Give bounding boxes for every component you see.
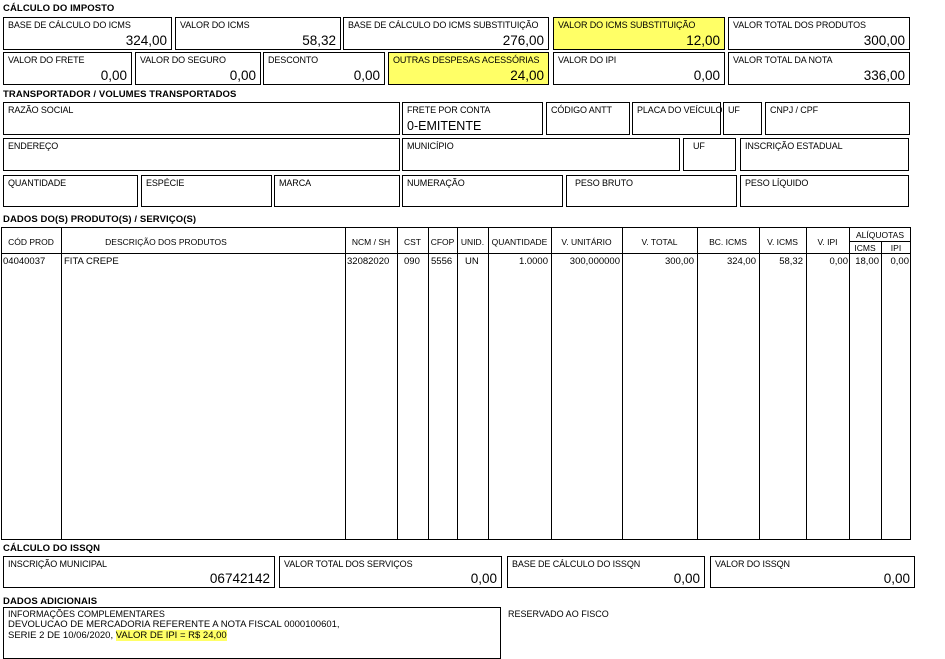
field-label: VALOR DO ICMS [180, 20, 250, 30]
field-value: 0,00 [673, 571, 700, 586]
cell-cfop: 5556 [431, 256, 453, 267]
field-label: UF [728, 105, 740, 115]
field-valor-issqn [710, 556, 915, 588]
field-label: FRETE POR CONTA [407, 105, 491, 115]
cell-cod: 04040037 [3, 256, 46, 267]
col-header-cst: CST [404, 237, 421, 247]
column-divider [61, 227, 62, 540]
field-label: DESCONTO [268, 55, 319, 65]
field-label: VALOR TOTAL DOS SERVIÇOS [284, 559, 413, 569]
cell-bcicms: 324,00 [726, 256, 756, 267]
field-placa-veiculo [632, 102, 721, 135]
field-value: 06742142 [209, 571, 270, 586]
field-label: VALOR DO FRETE [8, 55, 85, 65]
field-label: VALOR DO IPI [558, 55, 617, 65]
column-divider [457, 227, 458, 540]
field-cnpj-cpf [765, 102, 910, 135]
column-divider [488, 227, 489, 540]
cell-vunit: 300,000000 [569, 256, 620, 267]
cell-qtd: 1.0000 [518, 256, 548, 267]
col-header-aliquotas: ALÍQUOTAS [855, 230, 905, 240]
field-municipio [402, 138, 680, 171]
field-value: 300,00 [863, 33, 905, 48]
field-label: PLACA DO VEÍCULO [637, 105, 723, 115]
info-line-2 [8, 631, 227, 642]
section-title-imposto: CÁLCULO DO IMPOSTO [3, 3, 115, 14]
section-title-adicionais: DADOS ADICIONAIS [3, 596, 98, 607]
cell-vicms: 58,32 [779, 256, 803, 267]
field-value: 276,00 [502, 33, 544, 48]
field-label: RAZÃO SOCIAL [8, 105, 74, 115]
field-desconto [263, 52, 385, 85]
field-total-produtos [728, 17, 910, 50]
field-value: 0-EMITENTE [407, 119, 482, 133]
field-value: 336,00 [863, 68, 905, 83]
field-valor-icms [175, 17, 341, 50]
col-header-cod: CÓD PROD [8, 237, 54, 247]
section-title-transportador: TRANSPORTADOR / VOLUMES TRANSPORTADOS [3, 89, 237, 100]
field-seguro [135, 52, 261, 85]
field-especie [141, 175, 272, 207]
col-header-bcicms: BC. ICMS [709, 237, 747, 247]
field-inscricao-municipal [3, 556, 275, 588]
field-value: 0,00 [693, 68, 720, 83]
field-label: VALOR TOTAL DOS PRODUTOS [733, 20, 866, 30]
section-title-produtos: DADOS DO(S) PRODUTO(S) / SERVIÇO(S) [3, 214, 197, 225]
field-numeracao [402, 175, 563, 207]
col-header-vicms: V. ICMS [767, 237, 798, 247]
cell-cst: 090 [404, 256, 420, 267]
field-valor-servicos [279, 556, 502, 588]
section-title-issqn: CÁLCULO DO ISSQN [3, 543, 101, 554]
field-value: 0,00 [229, 68, 256, 83]
field-label: UF [693, 141, 705, 151]
field-peso-bruto [566, 175, 737, 207]
field-ipi [553, 52, 725, 85]
field-label: CÓDIGO ANTT [551, 105, 612, 115]
products-header-divider [1, 253, 911, 254]
cell-ncm: 32082020 [347, 256, 390, 267]
field-label: ESPÉCIE [146, 178, 185, 188]
cell-al-ipi: 0,00 [890, 256, 909, 267]
field-label: VALOR DO ISSQN [715, 559, 790, 569]
field-codigo-antt [546, 102, 630, 135]
field-value: 24,00 [510, 68, 544, 83]
reservado-fisco-label: RESERVADO AO FISCO [508, 609, 609, 619]
field-label: MUNICÍPIO [407, 141, 454, 151]
field-peso-liquido [740, 175, 909, 207]
field-total-nota [728, 52, 910, 85]
field-endereco [3, 138, 400, 171]
column-divider [806, 227, 807, 540]
field-value: 0,00 [883, 571, 910, 586]
field-label: INSCRIÇÃO ESTADUAL [745, 141, 843, 151]
column-divider [881, 241, 882, 540]
col-header-ncm: NCM / SH [351, 237, 391, 247]
field-base-issqn [507, 556, 705, 588]
field-label: VALOR TOTAL DA NOTA [733, 55, 833, 65]
col-header-vipi: V. IPI [817, 237, 838, 247]
col-header-cfop: CFOP [430, 237, 455, 247]
field-label: PESO BRUTO [575, 178, 633, 188]
column-divider [428, 227, 429, 540]
field-value: 12,00 [686, 33, 720, 48]
field-label: ENDEREÇO [8, 141, 59, 151]
col-header-unid: UNID. [460, 237, 485, 247]
field-value: 58,32 [302, 33, 336, 48]
field-quantidade [3, 175, 138, 207]
col-header-qtd: QUANTIDADE [491, 237, 548, 247]
col-header-vtotal: V. TOTAL [641, 237, 678, 247]
field-label: VALOR DO SEGURO [140, 55, 226, 65]
column-divider [551, 227, 552, 540]
field-label: OUTRAS DESPESAS ACESSÓRIAS [393, 55, 540, 65]
cell-unid: UN [465, 256, 479, 267]
field-valor-icms-st [553, 17, 725, 50]
products-table [1, 227, 911, 540]
column-divider [397, 227, 398, 540]
field-label: PESO LÍQUIDO [745, 178, 809, 188]
info-line-1: DEVOLUCAO DE MERCADORIA REFERENTE A NOTA FISCAL 0000100601, [8, 619, 340, 630]
info-complementares-label: INFORMAÇÕES COMPLEMENTARES [8, 609, 165, 619]
cell-vtotal: 300,00 [664, 256, 694, 267]
cell-vipi: 0,00 [829, 256, 848, 267]
info-complementares-box [3, 607, 501, 659]
col-header-desc: DESCRIÇÃO DOS PRODUTOS [105, 237, 227, 247]
field-frete-por-conta [402, 102, 543, 135]
field-inscricao-estadual [740, 138, 909, 171]
field-label: INSCRIÇÃO MUNICIPAL [8, 559, 107, 569]
col-header-vunit: V. UNITÁRIO [561, 237, 612, 247]
column-divider [622, 227, 623, 540]
field-label: QUANTIDADE [8, 178, 67, 188]
field-marca [274, 175, 400, 207]
column-divider [759, 227, 760, 540]
cell-desc: FITA CREPE [64, 256, 119, 267]
col-header-al-ipi: IPI [890, 243, 902, 253]
aliquotas-divider [849, 241, 911, 242]
column-divider [345, 227, 346, 540]
column-divider [697, 227, 698, 540]
field-base-icms-st [343, 17, 549, 50]
column-divider [849, 227, 850, 540]
field-razao-social [3, 102, 400, 135]
field-value: 0,00 [353, 68, 380, 83]
field-value: 324,00 [125, 33, 167, 48]
field-uf [723, 102, 762, 135]
field-outras-despesas [388, 52, 549, 85]
cell-al-icms: 18,00 [855, 256, 879, 267]
field-value: 0,00 [470, 571, 497, 586]
ipi-highlight: VALOR DE IPI = R$ 24,00 [115, 630, 227, 641]
field-label: NUMERAÇÃO [407, 178, 465, 188]
field-label: CNPJ / CPF [770, 105, 819, 115]
field-label: BASE DE CÁLCULO DO ICMS [8, 20, 131, 30]
field-label: MARCA [279, 178, 312, 188]
field-value: 0,00 [100, 68, 127, 83]
info-line-2-text: SERIE 2 DE 10/06/2020, [8, 630, 114, 641]
field-label: VALOR DO ICMS SUBSTITUIÇÃO [558, 20, 696, 30]
field-uf-endereco [683, 138, 736, 171]
field-base-icms [3, 17, 172, 50]
field-frete [3, 52, 132, 85]
field-label: BASE DE CÁLCULO DO ISSQN [512, 559, 641, 569]
field-label: BASE DE CÁLCULO DO ICMS SUBSTITUIÇÃO [348, 20, 539, 30]
col-header-al-icms: ICMS [854, 243, 876, 253]
